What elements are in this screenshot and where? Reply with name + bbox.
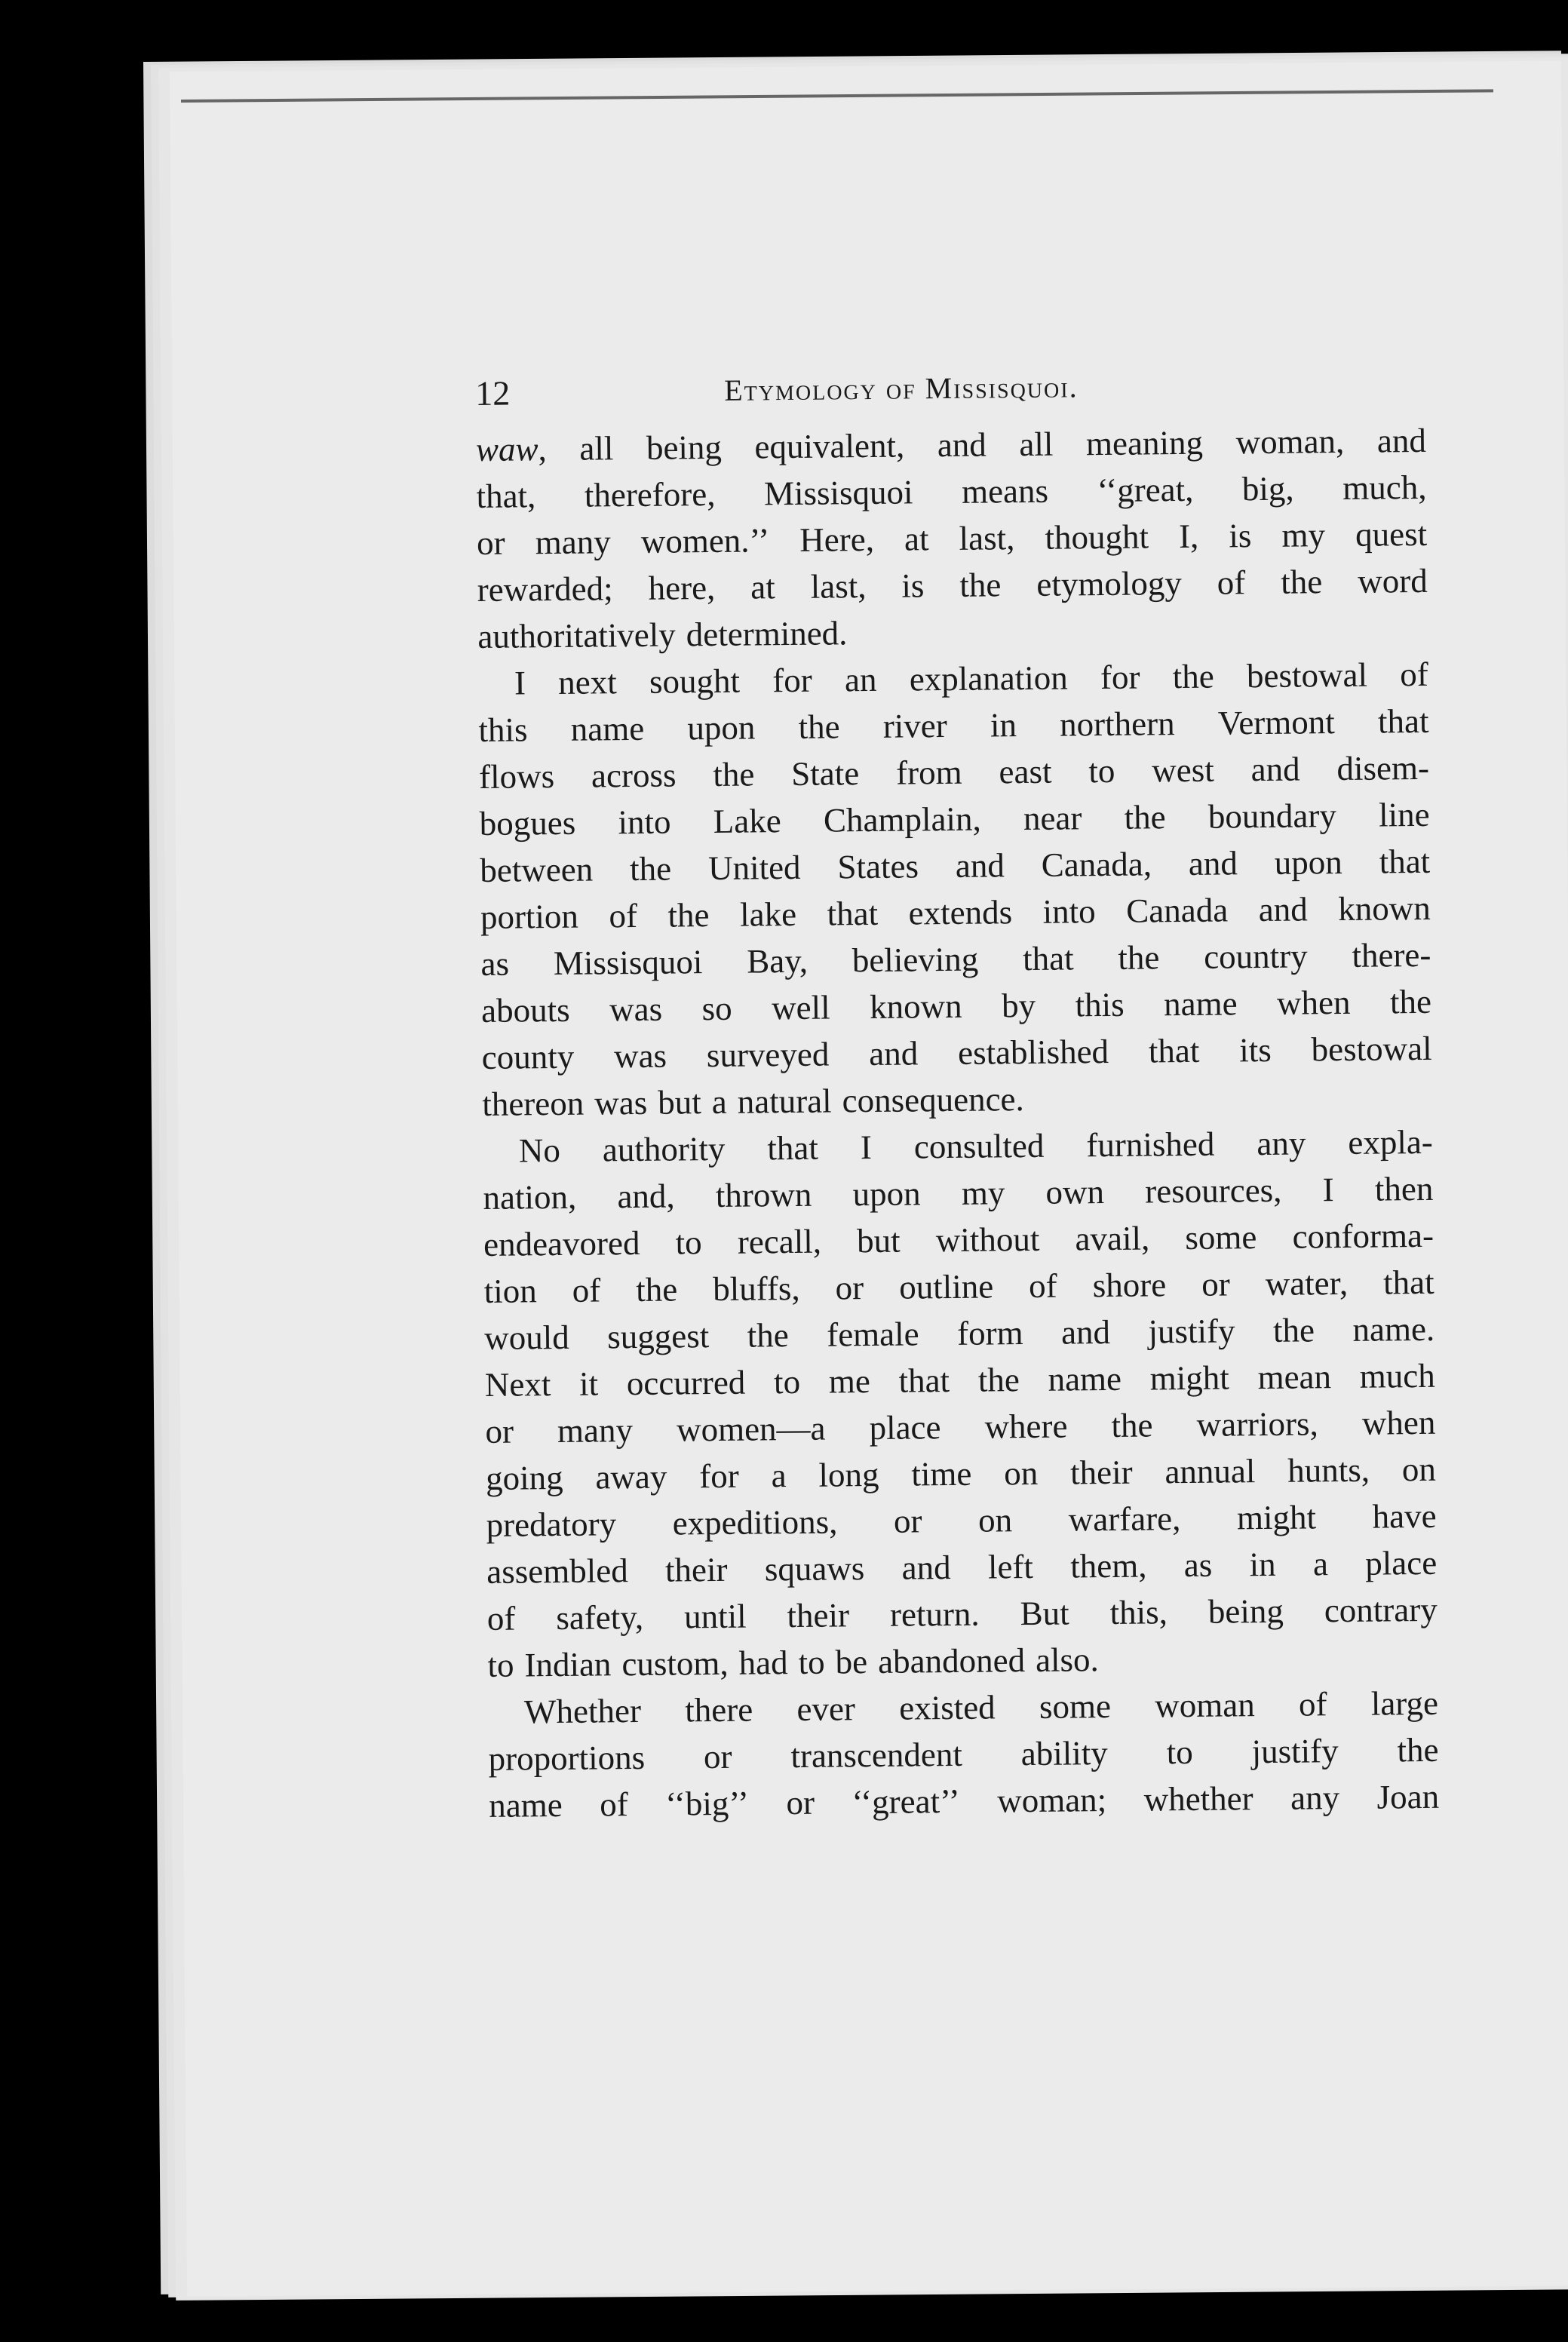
text-line: rewarded; here, at last, is the etymology of the word <box>477 561 1428 609</box>
text-line: assembled their squaws and left them, as in a place <box>486 1543 1438 1591</box>
text-line: bogues into Lake Champlain, near the boundary line <box>479 795 1430 843</box>
text-line: county was surveyed and established that its bestowal <box>481 1029 1432 1076</box>
text-line: would suggest the female form and justify the name. <box>484 1309 1435 1357</box>
text-line: predatory expeditions, or on warfare, might have <box>486 1496 1437 1544</box>
text-line: as Missisquoi Bay, believing that the country there- <box>480 935 1431 983</box>
text-line: name of ‘‘big’’ or ‘‘great’’ woman; whether any Joan <box>488 1777 1440 1825</box>
page-number: 12 <box>475 373 511 413</box>
text-line: proportions or transcendent ability to justify the <box>488 1730 1439 1778</box>
text-line: authoritatively determined. <box>477 614 848 655</box>
text-line: of safety, until their return. But this, being contrary <box>486 1590 1438 1638</box>
running-title: Etymology of Missisquoi. <box>724 370 1079 407</box>
text-line: that, therefore, Missisquoi means ‘‘great, big, much, <box>476 468 1427 515</box>
text-line: No authority that I consulted furnished any expla- <box>518 1122 1434 1170</box>
text-line: this name upon the river in northern Vermont that <box>478 701 1429 749</box>
text-line: portion of the lake that extends into Canada and known <box>480 889 1431 936</box>
text-line: going away for a long time on their annual hunts, on <box>485 1450 1437 1497</box>
text-line: Whether there ever existed some woman of large <box>523 1684 1439 1731</box>
text-line: endeavored to recall, but without avail, some conforma- <box>483 1216 1435 1263</box>
text-line: between the United States and Canada, and upon that <box>480 842 1431 889</box>
text-line: waw, all being equivalent, and all meaning woman, and <box>475 421 1427 468</box>
text-line: abouts was so well known by this name when the <box>480 982 1432 1030</box>
text-line: or many women—a place where the warriors, when <box>485 1403 1436 1450</box>
text-line: tion of the bluffs, or outline of shore or water, that <box>483 1263 1435 1310</box>
text-line: thereon was but a natural consequence. <box>482 1080 1025 1123</box>
text-line: nation, and, thrown upon my own resources, I then <box>483 1169 1434 1217</box>
text-line: Next it occurred to me that the name might mean much <box>484 1356 1435 1404</box>
text-line: flows across the State from east to west and disem- <box>478 748 1430 796</box>
text-line: to Indian custom, had to be abandoned also. <box>487 1641 1100 1684</box>
text-line: I next sought for an explanation for the bestowal of <box>514 655 1429 702</box>
body-text <box>476 417 1440 1829</box>
page-text-block <box>475 364 1439 1829</box>
running-head <box>475 364 1426 426</box>
text-line: or many women.’’ Here, at last, thought I, is my quest <box>476 514 1428 562</box>
